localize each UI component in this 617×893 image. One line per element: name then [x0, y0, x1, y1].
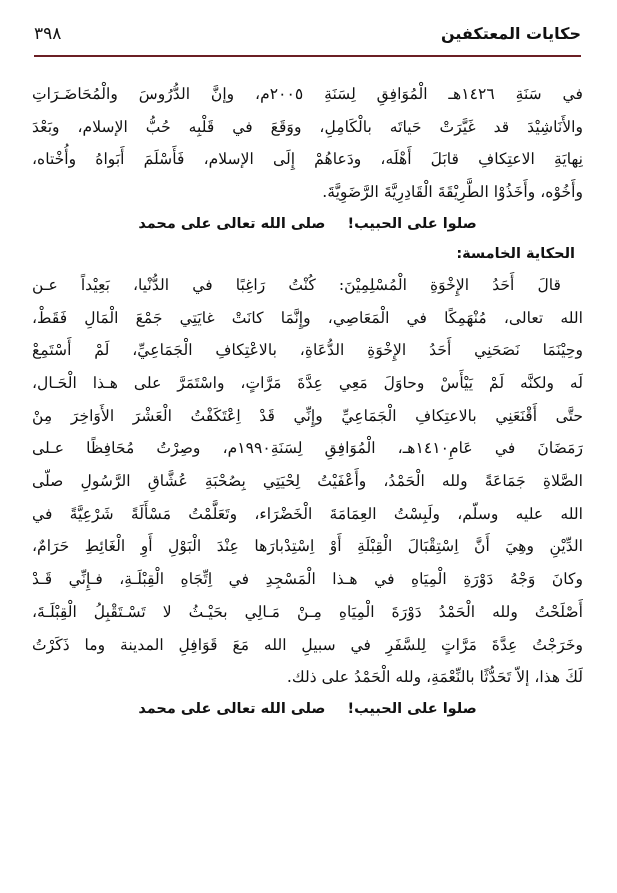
- page-body: [32, 78, 583, 724]
- text-line: وخَرَجْتُ عِدَّةَ مَرَّاتٍ لِلسَّفَرِ في سبيلِ الله مَعَ قَوَافِلِ المدينة وما ذَكَرْتُ: [32, 635, 583, 654]
- text-line: قالَ أَحَدُ الإِخْوَةِ الْمُسْلِمِيْنَ: كُنْتُ رَاغِبًا في الدُّنْيا، بَعِيْداً عـن: [32, 275, 561, 294]
- page-header: [34, 20, 581, 48]
- text-line: الصَّلاةِ جَمَاعَةً ولله الْحَمْدُ، وأَعْفَيْتُ لِحْيَتِي بِصُحْبَةِ عُشَّاقِ الرَّسُولِ صلّى: [32, 472, 583, 491]
- text-line: وأَخُوْه، وأَخَذُوْا الطَّرِيْقَةَ الْقَادِرِيَّةَ الرَّضَوِيَّةَ.: [322, 183, 583, 202]
- paragraph-intro: [32, 78, 583, 209]
- text-line: الله عليه وسلّم، ولَبِسْتُ العِمَامَةَ الْخَضْرَاء، وتَعَلَّمْتُ مَسْأَلَةً شَرْعِيَّةً في: [32, 504, 583, 523]
- text-line: لَه ولكنَّه لَمْ يَيْأَسْ وحاوَلَ مَعِي عِدَّةَ مَرَّاتٍ، واسْتَمَرَّ على هـذا الْحَـال،: [32, 373, 583, 392]
- text-line: وحِيْنَمَا نَصَحَنِي أَحَدُ الإِخْوَةِ الدُّعَاةِ، بالاعْتِكافِ الْجَمَاعِيِّ، لَمْ أَسْتَمِعْ: [32, 341, 583, 360]
- running-title: حكايات المعتكفين: [440, 24, 581, 43]
- text-line: في سَنَةِ ١٤٢٦هـ الْمُوَافِقِ لِسَنَةِ ٢٠٠٥م، وإنَّ الدُّرُوسَ والْمُحَاضَـرَاتِ: [32, 85, 583, 103]
- header-divider: [34, 55, 581, 57]
- page-number: ٣٩٨: [34, 24, 62, 44]
- salawat-call: صلوا على الحبيب!: [347, 215, 477, 232]
- text-line: والأَنَاشِيْدَ قد غَيَّرَتْ حَياتَه بالْكَامِلِ، ووَقَعَ في قَلْبِه حُبُّ الإسلام، وبَعْدَ: [32, 117, 583, 136]
- salawat-line: [32, 209, 583, 239]
- salawat-line: [32, 694, 583, 724]
- paragraph-story: [32, 269, 583, 694]
- text-line: رَمَضَانَ في عَامِ١٤١٠هـ، الْمُوَافِقِ لِسَنَةِ١٩٩٠م، وصِرْتُ مُحَافِظًا عـلى: [32, 439, 583, 458]
- salawat-response: صلى الله تعالى على محمد: [138, 215, 326, 232]
- text-line: حتَّى أَقْنَعَنِي بالاعتِكافِ الْجَمَاعِيِّ وإِنِّي قَدْ اِعْتَكَفْتُ الْعَشْرَ الأَوَاخِرَ مِنْ: [32, 406, 583, 425]
- salawat-call: صلوا على الحبيب!: [347, 700, 477, 717]
- text-line: نِهايَةِ الاعتِكافِ قابَلَ أَهْلَه، ودَعاهُمْ إِلَى الإسلام، فَأَسْلَمَ أَبَواهُ وأُخْتاه،: [32, 150, 583, 169]
- text-line: أَصْلَحْتُ ولله الْحَمْدُ دَوْرَةَ الْمِيَاهِ مِـنْ مَـالِي بحَيْـثُ لا تَسْـتَقْبِلُ الْقِبْلَـةَ،: [32, 602, 583, 621]
- text-line: الله تعالى، مُنْهَمِكًا في الْمَعَاصِي، وإِنَّمَا كانَتْ غايَتِي جَمْعَ الْمَالِ فَقَطْ،: [32, 308, 583, 327]
- text-line: لَكَ هذا، إلاّ تَحَدُّثًا بالنِّعْمَةِ، ولله الْحَمْدُ على ذلك.: [286, 668, 583, 687]
- text-line: الدِّيْنِ وهِيَ أَنَّ اِسْتِقْبَالَ الْقِبْلَةِ أَوْ اِسْتِدْبارَها عِنْدَ الْبَوْلِ أَوِ الْغَائِطِ حَرَامٌ،: [32, 537, 583, 556]
- salawat-response: صلى الله تعالى على محمد: [138, 700, 326, 717]
- section-heading: الحكاية الخامسة:: [456, 245, 575, 262]
- text-line: وكانَ وَجْهُ دَوْرَةِ الْمِيَاهِ في هـذا الْمَسْجِدِ في اِتِّجَاهِ الْقِبْلَـةِ، فـإِنِّي قَـدْ: [32, 570, 583, 589]
